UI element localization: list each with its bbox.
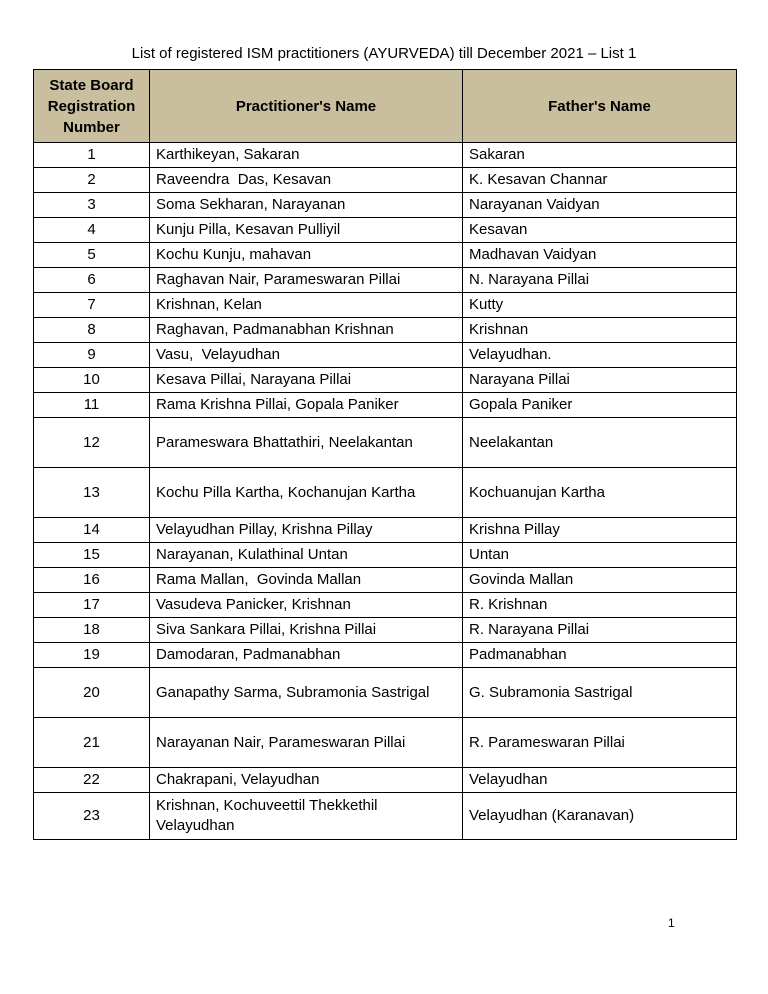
practitioner-name: Raveendra Das, Kesavan — [150, 168, 463, 193]
practitioner-name: Narayanan Nair, Parameswaran Pillai — [150, 718, 463, 768]
practitioner-name: Chakrapani, Velayudhan — [150, 768, 463, 793]
father-name: Velayudhan (Karanavan) — [463, 793, 737, 840]
practitioner-name: Soma Sekharan, Narayanan — [150, 193, 463, 218]
table-row — [34, 193, 737, 218]
father-name: Velayudhan. — [463, 343, 737, 368]
father-name: Neelakantan — [463, 418, 737, 468]
practitioner-name: Velayudhan Pillay, Krishna Pillay — [150, 518, 463, 543]
father-name: Govinda Mallan — [463, 568, 737, 593]
registration-number: 18 — [34, 618, 150, 643]
table-row — [34, 543, 737, 568]
father-name: R. Krishnan — [463, 593, 737, 618]
table-row — [34, 643, 737, 668]
document-title: List of registered ISM practitioners (AYURVEDA) till December 2021 – List 1 — [131, 45, 637, 62]
table-row — [34, 368, 737, 393]
registration-number: 11 — [34, 393, 150, 418]
registration-number: 1 — [34, 143, 150, 168]
father-name: Kutty — [463, 293, 737, 318]
practitioner-name: Damodaran, Padmanabhan — [150, 643, 463, 668]
registration-number: 17 — [34, 593, 150, 618]
registration-number: 14 — [34, 518, 150, 543]
registration-number: 12 — [34, 418, 150, 468]
father-name: Untan — [463, 543, 737, 568]
father-name: Madhavan Vaidyan — [463, 243, 737, 268]
father-name: Krishnan — [463, 318, 737, 343]
practitioners-table — [33, 69, 737, 840]
table-row — [34, 468, 737, 518]
practitioner-name: Rama Mallan, Govinda Mallan — [150, 568, 463, 593]
practitioner-name: Rama Krishna Pillai, Gopala Paniker — [150, 393, 463, 418]
practitioner-name: Raghavan, Padmanabhan Krishnan — [150, 318, 463, 343]
table-row — [34, 768, 737, 793]
practitioner-name: Kochu Kunju, mahavan — [150, 243, 463, 268]
header-practitioner-name: Practitioner's Name — [150, 70, 463, 143]
table-header-row — [34, 70, 737, 143]
registration-number: 7 — [34, 293, 150, 318]
registration-number: 13 — [34, 468, 150, 518]
table-row — [34, 343, 737, 368]
practitioner-name: Narayanan, Kulathinal Untan — [150, 543, 463, 568]
practitioner-name: Raghavan Nair, Parameswaran Pillai — [150, 268, 463, 293]
registration-number: 3 — [34, 193, 150, 218]
registration-number: 8 — [34, 318, 150, 343]
page-number: 1 — [668, 916, 675, 930]
table-row — [34, 593, 737, 618]
practitioner-name: Kesava Pillai, Narayana Pillai — [150, 368, 463, 393]
registration-number: 22 — [34, 768, 150, 793]
table-row — [34, 243, 737, 268]
table-row — [34, 168, 737, 193]
table-row — [34, 393, 737, 418]
practitioner-name: Kunju Pilla, Kesavan Pulliyil — [150, 218, 463, 243]
father-name: Narayana Pillai — [463, 368, 737, 393]
table-row — [34, 618, 737, 643]
table-row — [34, 518, 737, 543]
father-name: Gopala Paniker — [463, 393, 737, 418]
table-row — [34, 143, 737, 168]
practitioner-name: Krishnan, Kochuveettil Thekkethil Velayudhan — [150, 793, 463, 840]
table-row — [34, 293, 737, 318]
table-row — [34, 793, 737, 840]
father-name: Velayudhan — [463, 768, 737, 793]
father-name: N. Narayana Pillai — [463, 268, 737, 293]
father-name: Sakaran — [463, 143, 737, 168]
practitioner-name: Ganapathy Sarma, Subramonia Sastrigal — [150, 668, 463, 718]
table-row — [34, 418, 737, 468]
father-name: G. Subramonia Sastrigal — [463, 668, 737, 718]
registration-number: 23 — [34, 793, 150, 840]
registration-number: 19 — [34, 643, 150, 668]
table-row — [34, 268, 737, 293]
registration-number: 20 — [34, 668, 150, 718]
father-name: Kochuanujan Kartha — [463, 468, 737, 518]
registration-number: 21 — [34, 718, 150, 768]
father-name: R. Narayana Pillai — [463, 618, 737, 643]
registration-number: 9 — [34, 343, 150, 368]
registration-number: 16 — [34, 568, 150, 593]
father-name: Narayanan Vaidyan — [463, 193, 737, 218]
table-row — [34, 668, 737, 718]
father-name: K. Kesavan Channar — [463, 168, 737, 193]
table-row — [34, 718, 737, 768]
registration-number: 15 — [34, 543, 150, 568]
header-registration-number: State Board Registration Number — [34, 70, 150, 143]
table-row — [34, 318, 737, 343]
practitioner-name: Karthikeyan, Sakaran — [150, 143, 463, 168]
father-name: Padmanabhan — [463, 643, 737, 668]
father-name: Krishna Pillay — [463, 518, 737, 543]
registration-number: 10 — [34, 368, 150, 393]
practitioner-name: Vasu, Velayudhan — [150, 343, 463, 368]
practitioner-name: Kochu Pilla Kartha, Kochanujan Kartha — [150, 468, 463, 518]
registration-number: 5 — [34, 243, 150, 268]
table-row — [34, 568, 737, 593]
practitioner-name: Parameswara Bhattathiri, Neelakantan — [150, 418, 463, 468]
practitioner-name: Vasudeva Panicker, Krishnan — [150, 593, 463, 618]
father-name: R. Parameswaran Pillai — [463, 718, 737, 768]
registration-number: 2 — [34, 168, 150, 193]
practitioner-name: Krishnan, Kelan — [150, 293, 463, 318]
header-father-name: Father's Name — [463, 70, 737, 143]
father-name: Kesavan — [463, 218, 737, 243]
practitioner-name: Siva Sankara Pillai, Krishna Pillai — [150, 618, 463, 643]
registration-number: 4 — [34, 218, 150, 243]
registration-number: 6 — [34, 268, 150, 293]
table-row — [34, 218, 737, 243]
table-body — [34, 143, 737, 840]
